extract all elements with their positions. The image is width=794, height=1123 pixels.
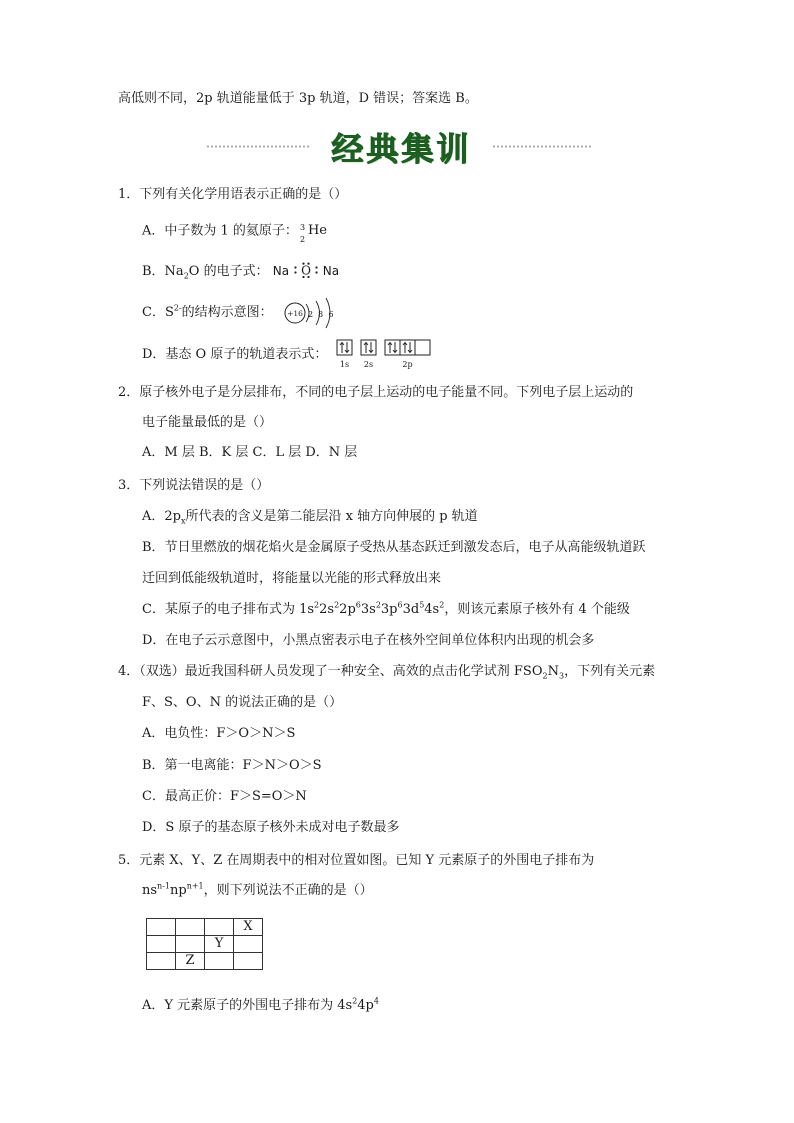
q4-stem-t2: N bbox=[547, 664, 559, 679]
shell-3-count: 6 bbox=[328, 310, 334, 319]
q1-c-text2: 的结构示意图： bbox=[181, 305, 273, 320]
orbital-label-1s: 1s bbox=[339, 360, 350, 369]
question-4-option-b: B．第一电离能：F＞N＞O＞S bbox=[142, 758, 322, 773]
q3-a-text: A．2p bbox=[142, 509, 181, 524]
lewis-oxygen: O bbox=[300, 263, 311, 278]
orbital-diagram bbox=[336, 338, 436, 372]
helium-nuclide bbox=[298, 222, 327, 244]
question-5-option-a bbox=[142, 997, 379, 1015]
q3-c-t8: ，则该元素原子核外有 4 个能级 bbox=[444, 602, 630, 617]
q4-stem-sub2: 3 bbox=[558, 671, 565, 681]
element-z-cell: Z bbox=[176, 953, 205, 970]
table-cell bbox=[176, 919, 205, 936]
q3-c-s6: 5 bbox=[419, 600, 425, 610]
section-banner bbox=[206, 124, 506, 168]
q1-c-text: C．S bbox=[142, 305, 174, 320]
question-5-stem-line2 bbox=[142, 882, 373, 900]
orbital-label-2s: 2s bbox=[363, 360, 374, 369]
question-2-options: A．M 层 B．K 层 C．L 层 D．N 层 bbox=[142, 445, 358, 460]
table-cell bbox=[147, 953, 176, 970]
question-4-option-c: C．最高正价：F＞S=O＞N bbox=[142, 789, 307, 804]
question-4-stem-line2: F、S、O、N 的说法正确的是（） bbox=[142, 695, 343, 710]
q3-c-t5: 3p bbox=[380, 602, 398, 617]
q3-a-text2: 所代表的含义是第二能层沿 x 轴方向伸展的 p 轨道 bbox=[185, 509, 478, 524]
q1-b-text2: O 的电子式： bbox=[188, 264, 269, 279]
q3-c-s5: 6 bbox=[397, 600, 403, 610]
q1-b-sub: 2 bbox=[183, 271, 189, 281]
question-2-stem-line1: 2．原子核外电子是分层排布，不同的电子层上运动的电子能量不同。下列电子层上运动的 bbox=[118, 385, 634, 400]
he-mass-number: 3 bbox=[299, 223, 306, 232]
q5-stem-sup1: n-1 bbox=[157, 881, 170, 891]
q5-a-t1: A．Y 元素原子的外围电子排布为 4s bbox=[142, 998, 353, 1013]
q1-a-text: A．中子数为 1 的氦原子： bbox=[142, 223, 298, 239]
table-cell bbox=[147, 919, 176, 936]
q4-stem-t1: 4．（双选）最近我国科研人员发现了一种安全、高效的点击化学试剂 FSO bbox=[118, 664, 543, 679]
he-symbol: He bbox=[307, 223, 327, 238]
question-2-stem-line2: 电子能量最低的是（） bbox=[142, 415, 273, 430]
q3-c-t4: 3s bbox=[360, 602, 376, 617]
question-1-option-d bbox=[142, 346, 327, 364]
lewis-na-left: Na bbox=[272, 264, 290, 278]
question-4-option-d: D．S 原子的基态原子核外未成对电子数最多 bbox=[142, 820, 400, 835]
sulfide-structure-diagram bbox=[282, 296, 342, 330]
question-4-stem-line1 bbox=[118, 663, 655, 681]
shell-1-count: 2 bbox=[307, 310, 314, 319]
periodic-position-table bbox=[146, 918, 263, 970]
table-cell bbox=[147, 936, 176, 953]
q3-c-t3: 2p bbox=[339, 602, 356, 617]
question-1-option-c bbox=[142, 304, 273, 322]
question-4-option-a: A．电负性：F＞O＞N＞S bbox=[142, 726, 296, 741]
banner-dots-left bbox=[206, 145, 311, 148]
q5-a-sup2: 4 bbox=[373, 996, 379, 1006]
q1-d-text: D．基态 O 原子的轨道表示式： bbox=[142, 347, 328, 362]
q3-c-s3: 6 bbox=[355, 600, 361, 610]
q5-stem-t3: ，则下列说法不正确的是（） bbox=[203, 883, 373, 898]
q5-a-sup1: 2 bbox=[352, 996, 358, 1006]
q4-stem-sub1: 2 bbox=[542, 671, 548, 681]
table-cell bbox=[205, 953, 234, 970]
question-3-stem: 3．下列说法错误的是（） bbox=[118, 478, 270, 493]
q3-a-sub: x bbox=[180, 516, 186, 526]
q3-c-s7: 2 bbox=[439, 600, 445, 610]
question-3-option-b-line1: B．节日里燃放的烟花焰火是金属原子受热从基态跃迁到激发态后，电子从高能级轨道跃 bbox=[142, 540, 646, 555]
shell-2-count: 8 bbox=[317, 310, 324, 319]
q5-stem-sup2: n+1 bbox=[186, 881, 204, 891]
q5-a-t2: 4p bbox=[357, 998, 374, 1013]
question-3-option-b-line2: 迁回到低能级轨道时，将能量以光能的形式释放出来 bbox=[142, 571, 442, 586]
element-x-cell: X bbox=[234, 919, 263, 936]
question-5-stem-line1: 5．元素 X、Y、Z 在周期表中的相对位置如图。已知 Y 元素原子的外围电子排布为 bbox=[118, 853, 595, 868]
banner-title: 经典集训 bbox=[331, 130, 472, 168]
table-cell bbox=[234, 936, 263, 953]
q1-c-sup: 2- bbox=[173, 303, 182, 313]
q3-c-t2: 2s bbox=[319, 602, 335, 617]
element-y-cell: Y bbox=[205, 936, 234, 953]
q3-c-t7: 4s bbox=[424, 602, 440, 617]
he-atomic-number: 2 bbox=[299, 235, 306, 244]
question-3-option-d: D．在电子云示意图中，小黑点密表示电子在核外空间单位体积内出现的机会多 bbox=[142, 633, 595, 648]
na2o-lewis-structure bbox=[273, 264, 339, 278]
q3-c-t1: C．某原子的电子排布式为 1s bbox=[142, 602, 315, 617]
lewis-oxygen-electrons bbox=[293, 262, 319, 278]
q3-c-t6: 3d bbox=[402, 602, 420, 617]
q3-c-s4: 2 bbox=[375, 600, 381, 610]
banner-dots-right bbox=[492, 145, 592, 148]
q5-stem-t1: ns bbox=[142, 883, 158, 898]
question-1-option-b bbox=[142, 262, 339, 281]
table-cell bbox=[234, 953, 263, 970]
question-1-stem: 1．下列有关化学用语表示正确的是（） bbox=[118, 187, 348, 202]
lewis-na-right: Na bbox=[322, 264, 340, 278]
q5-stem-t2: np bbox=[170, 883, 187, 898]
question-3-option-a bbox=[142, 508, 478, 526]
q3-c-s2: 2 bbox=[334, 600, 340, 610]
intro-text: 高低则不同，2p 轨道能量低于 3p 轨道，D 错误；答案选 B。 bbox=[118, 91, 478, 106]
q1-b-text: B．Na bbox=[142, 264, 184, 279]
question-1-option-a bbox=[142, 222, 327, 244]
table-cell bbox=[176, 936, 205, 953]
q3-c-s1: 2 bbox=[314, 600, 320, 610]
nucleus-charge: +16 bbox=[287, 309, 303, 318]
table-cell bbox=[205, 919, 234, 936]
q4-stem-t3: ，下列有关元素 bbox=[564, 664, 656, 679]
orbital-label-2p: 2p bbox=[402, 360, 413, 369]
question-3-option-c bbox=[142, 601, 630, 619]
